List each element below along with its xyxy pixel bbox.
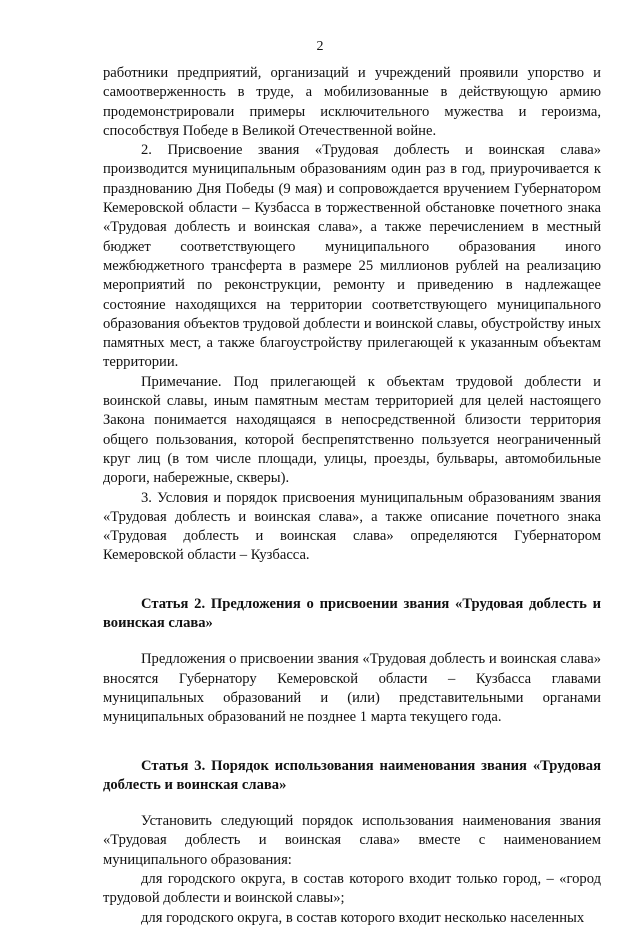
- document-body: [103, 64, 601, 928]
- article-3-heading: Статья 3. Порядок использования наименования звания «Трудовая доблесть и воинская слава»: [103, 757, 601, 793]
- paragraph-item-2: 2. Присвоение звания «Трудовая доблесть и воинская слава» производится муниципальным образованиям один раз в год, приурочивается к празднованию Дня Победы (9 мая) и сопровождается вручением Губернатором Кемеровской области – Кузбасса в торжественной обстановке почетного знака «Трудовая доблесть и воинская слава», а также перечислением в местный бюджет соответствующего муниципального образования иного межбюджетного трансферта в размере 25 миллионов рублей на реализацию мероприятий по реконструкции, ремонту и приведению в надлежащее состояние находящихся на территории соответствующего муниципального образования объектов трудовой доблести и воинской славы, обустройству иных памятных мест, а также благоустройству прилегающей к указанным объектам территории.: [103, 142, 601, 371]
- paragraph-item-3: 3. Условия и порядок присвоения муниципальным образованиям звания «Трудовая доблесть и воинская слава», а также описание почетного знака «Трудовая доблесть и воинская слава» определяются Губернатором Кемеровской области – Кузбасса.: [103, 489, 601, 564]
- spacer: [103, 633, 601, 650]
- paragraph-note: Примечание. Под прилегающей к объектам трудовой доблести и воинской славы, иным памятным местам территорией для целей настоящего Закона понимается находящаяся в непосредственной близости территория общего пользования, которой беспрепятственно пользуется неограниченный круг лиц (в том числе площади, улицы, проезды, бульвары, автомобильные дороги, набережные, скверы).: [103, 373, 601, 487]
- article-2-body: Предложения о присвоении звания «Трудовая доблесть и воинская слава» вносятся Губернатору Кемеровской области – Кузбасса главами муниципальных образований и (или) представительными органами муниципальных образований не позднее 1 марта текущего года.: [103, 651, 601, 726]
- paragraph-continuation: работники предприятий, организаций и учреждений проявили упорство и самоотверженность в труде, а мобилизованные в действующую армию продемонстрировали примеры исключительного мужества и героизма, способствуя Победе в Великой Отечественной войне.: [103, 65, 601, 139]
- article-3-item-city: для городского округа, в состав которого входит только город, – «город трудовой доблести и воинской славы»;: [103, 870, 601, 907]
- article-3-intro: Установить следующий порядок использования наименования звания «Трудовая доблесть и воинская слава» вместе с наименованием муниципального образования:: [103, 813, 601, 868]
- spacer: [103, 566, 601, 595]
- article-3-item-multi: для городского округа, в состав которого входит несколько населенных: [141, 909, 585, 926]
- page-number: 2: [316, 39, 324, 54]
- spacer: [103, 795, 601, 812]
- article-2-heading: Статья 2. Предложения о присвоении звания «Трудовая доблесть и воинская слава»: [103, 595, 601, 632]
- spacer: [103, 728, 601, 757]
